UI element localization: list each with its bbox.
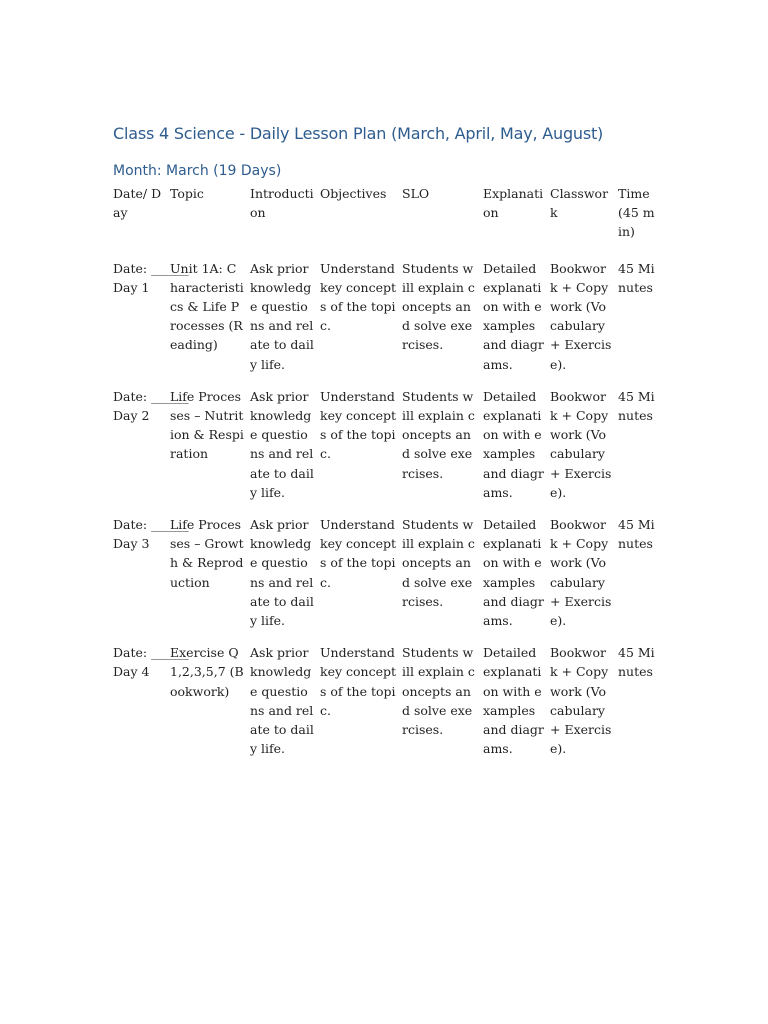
slo-cell: Students will explain concepts and solve exercises. bbox=[402, 260, 475, 353]
classwork-cell: Bookwork + Copywork (Vocabulary + Exercise). bbox=[550, 388, 612, 500]
classwork-cell: Bookwork + Copywork (Vocabulary + Exercise). bbox=[550, 645, 612, 757]
date-day-cell bbox=[110, 387, 189, 515]
day-label: Day 3 bbox=[113, 536, 150, 552]
header-classwork: Classwork bbox=[550, 186, 609, 221]
table-row bbox=[110, 643, 660, 771]
objectives-cell: Understand key concepts of the topic. bbox=[320, 260, 397, 334]
time-cell: 45 Minutes bbox=[618, 388, 655, 424]
objectives-cell: Understand key concepts of the topic. bbox=[320, 388, 397, 462]
date-day-cell bbox=[110, 515, 189, 643]
explanation-cell: Detailed explanation with examples and diagrams. bbox=[483, 260, 544, 372]
date-field: Date: ______ bbox=[113, 260, 189, 276]
topic-cell: Life Processes – Growth & Reproduction bbox=[170, 517, 244, 590]
table-row bbox=[110, 259, 660, 387]
header-date-day: Date/ Day bbox=[113, 186, 162, 221]
classwork-cell: Bookwork + Copywork (Vocabulary + Exercise). bbox=[550, 260, 612, 372]
header-time: Time (45 min) bbox=[618, 186, 655, 240]
date-field: Date: ______ bbox=[113, 388, 189, 404]
date-day-cell bbox=[110, 259, 189, 387]
day-label: Day 1 bbox=[113, 279, 150, 295]
objectives-cell: Understand key concepts of the topic. bbox=[320, 645, 397, 718]
topic-cell: Unit 1A: Characteristics & Life Processes (Reading) bbox=[170, 260, 244, 353]
explanation-cell: Detailed explanation with examples and diagrams. bbox=[483, 388, 544, 500]
date-field: Date: ______ bbox=[113, 645, 189, 661]
table-row bbox=[110, 387, 660, 515]
slo-cell: Students will explain concepts and solve exercises. bbox=[402, 645, 475, 738]
date-day-cell bbox=[110, 643, 189, 771]
introduction-cell: Ask prior knowledge questions and relate to daily life. bbox=[250, 260, 314, 372]
day-label: Day 2 bbox=[113, 408, 150, 424]
explanation-cell: Detailed explanation with examples and diagrams. bbox=[483, 517, 544, 629]
month-heading: Month: March (19 Days) bbox=[113, 163, 282, 179]
header-introduction: Introduction bbox=[250, 186, 314, 221]
header-objectives: Objectives bbox=[320, 186, 387, 201]
slo-cell: Students will explain concepts and solve exercises. bbox=[402, 388, 475, 481]
header-slo: SLO bbox=[402, 186, 430, 201]
lesson-plan-table bbox=[110, 184, 660, 771]
header-explanation: Explanation bbox=[483, 186, 544, 221]
document-title: Class 4 Science - Daily Lesson Plan (March, April, May, August) bbox=[113, 124, 604, 143]
day-label: Day 4 bbox=[113, 664, 150, 680]
introduction-cell: Ask prior knowledge questions and relate to daily life. bbox=[250, 645, 314, 757]
header-topic: Topic bbox=[170, 186, 204, 201]
topic-cell: Exercise Q1,2,3,5,7 (Bookwork) bbox=[170, 645, 244, 699]
introduction-cell: Ask prior knowledge questions and relate to daily life. bbox=[250, 517, 314, 629]
explanation-cell: Detailed explanation with examples and diagrams. bbox=[483, 645, 544, 757]
date-field: Date: ______ bbox=[113, 517, 189, 533]
classwork-cell: Bookwork + Copywork (Vocabulary + Exercise). bbox=[550, 517, 612, 629]
time-cell: 45 Minutes bbox=[618, 517, 655, 552]
objectives-cell: Understand key concepts of the topic. bbox=[320, 517, 397, 590]
slo-cell: Students will explain concepts and solve exercises. bbox=[402, 517, 475, 609]
table-row bbox=[110, 515, 660, 643]
introduction-cell: Ask prior knowledge questions and relate to daily life. bbox=[250, 388, 314, 500]
time-cell: 45 Minutes bbox=[618, 260, 655, 295]
topic-cell: Life Processes – Nutrition & Respiration bbox=[170, 388, 244, 462]
time-cell: 45 Minutes bbox=[618, 645, 655, 680]
table-header-row bbox=[110, 184, 660, 259]
